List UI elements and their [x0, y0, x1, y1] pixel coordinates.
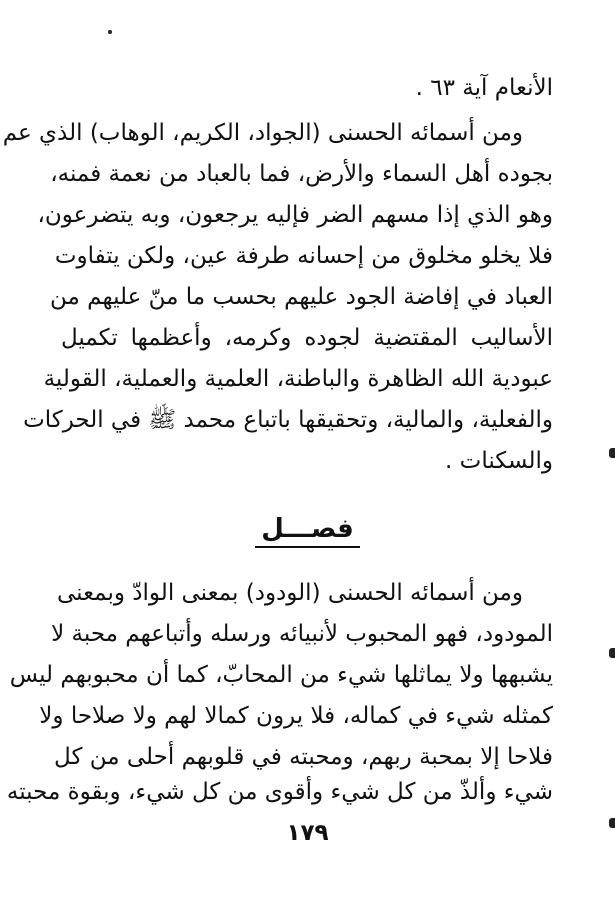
text-line: ومن أسمائه الحسنى (الودود) بمعنى الوادّ وبمعنى	[56, 580, 523, 606]
text-line: وهو الذي إذا مسهم الضر فإليه يرجعون، وبه يتضرعون،	[37, 202, 553, 228]
section-heading	[0, 512, 615, 546]
text-line: ومن أسمائه الحسنى (الجواد، الكريم، الوهاب) الذي عم	[2, 120, 523, 146]
section-heading-text: فصـــل	[255, 514, 360, 548]
text-line: العباد في إفاضة الجود عليهم بحسب ما منّ عليهم من	[50, 284, 553, 310]
page-edge-mark	[609, 448, 615, 458]
text-line: يشبهها ولا يماثلها شيء من المحابّ، كما أن محبوبهم ليس	[9, 662, 553, 688]
text-line: بجوده أهل السماء والأرض، فما بالعباد من نعمة فمنه،	[50, 161, 553, 187]
text-line: الأساليب المقتضية لجوده وكرمه، وأعظمها تكميل	[61, 325, 553, 351]
text-line: والفعلية، والمالية، وتحقيقها باتباع محمد ﷺ في الحركات	[23, 407, 553, 433]
print-speck	[108, 30, 112, 34]
text-line: الأنعام آية ٦٣ .	[415, 75, 553, 101]
text-line: كمثله شيء في كماله، فلا يرون كمالا لهم ولا صلاحا ولا	[39, 703, 553, 729]
text-line: المودود، فهو المحبوب لأنبيائه ورسله وأتباعهم محبة لا	[51, 621, 553, 647]
text-line: فلاحا إلا بمحبة ربهم، ومحبته في قلوبهم أحلى من كل	[54, 744, 553, 770]
page-number: ١٧٩	[286, 820, 329, 846]
text-line: والسكنات .	[445, 448, 553, 474]
text-line: فلا يخلو مخلوق من إحسانه طرفة عين، ولكن يتفاوت	[54, 243, 553, 269]
text-line: شيء وألذّ من كل شيء وأقوى من كل شيء، وبقوة محبته	[6, 779, 553, 805]
text-line: عبودية الله الظاهرة والباطنة، العلمية والعملية، القولية	[43, 366, 553, 392]
page-edge-mark	[609, 648, 615, 658]
